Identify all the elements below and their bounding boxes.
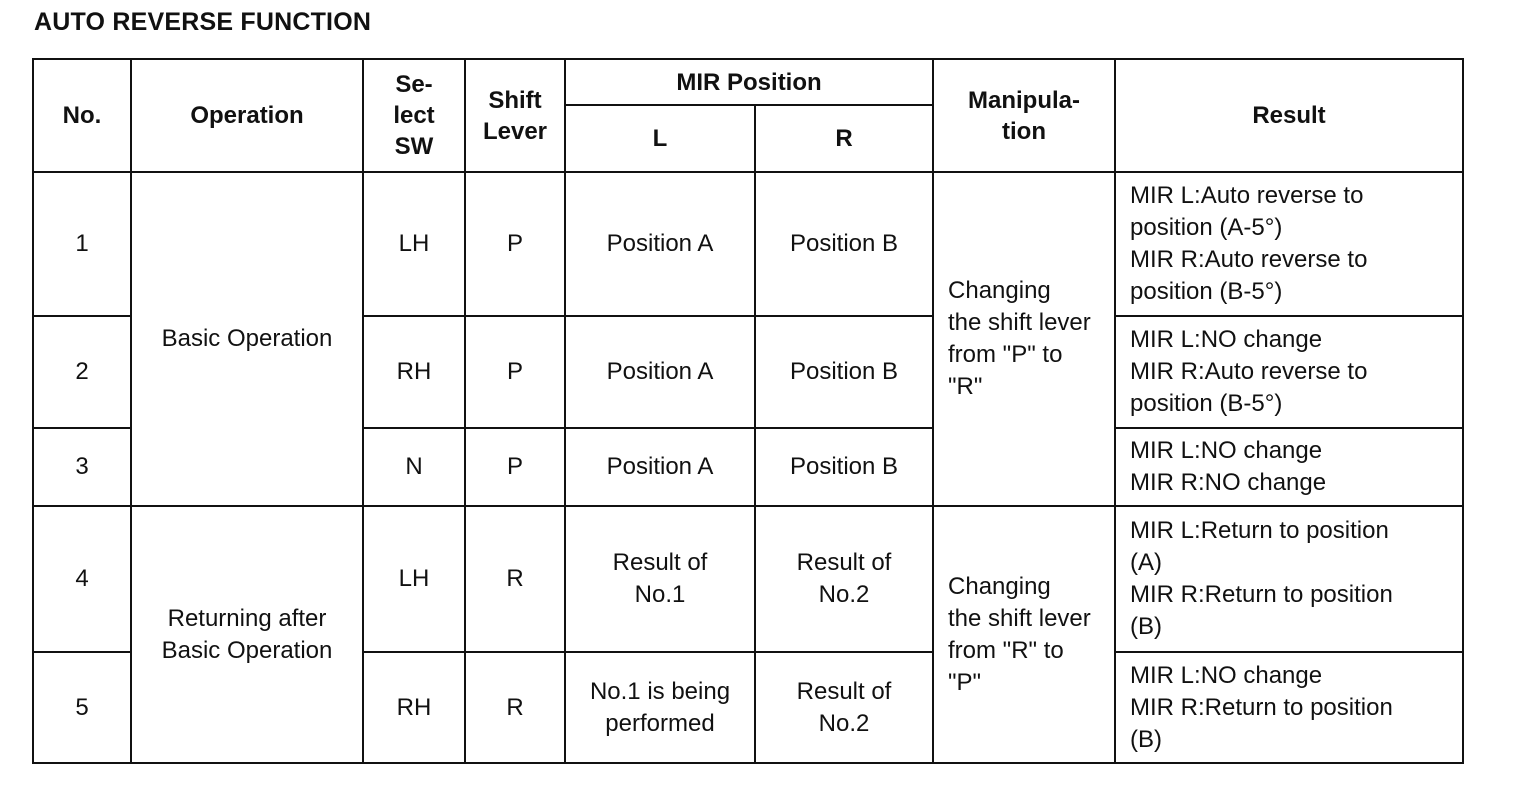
row-shift-lever: P — [465, 428, 565, 506]
row-shift-lever: R — [465, 652, 565, 763]
row-mir-r: Position B — [755, 172, 933, 316]
row-mir-l: Position A — [565, 316, 755, 428]
page-title: AUTO REVERSE FUNCTION — [34, 8, 372, 36]
row-select-sw: N — [363, 428, 465, 506]
row-mir-r: Result of No.2 — [755, 652, 933, 763]
row-shift-lever: R — [465, 506, 565, 652]
group-manipulation: Changing the shift lever from "P" to "R" — [933, 172, 1115, 506]
row-select-sw: RH — [363, 652, 465, 763]
header-mir-r: R — [755, 105, 933, 172]
header-shift-lever: Shift Lever — [465, 59, 565, 172]
row-select-sw: LH — [363, 506, 465, 652]
row-result: MIR L:NO change MIR R:Auto reverse to position (B-5°) — [1115, 316, 1463, 428]
row-mir-r: Position B — [755, 428, 933, 506]
auto-reverse-function-table — [32, 58, 1464, 764]
header-select-sw: Se- lect SW — [363, 59, 465, 172]
table-row — [33, 172, 1463, 316]
header-no: No. — [33, 59, 131, 172]
header-result: Result — [1115, 59, 1463, 172]
row-result: MIR L:Auto reverse to position (A-5°) MIR R:Auto reverse to position (B-5°) — [1115, 172, 1463, 316]
row-mir-l: No.1 is being performed — [565, 652, 755, 763]
row-shift-lever: P — [465, 172, 565, 316]
header-operation: Operation — [131, 59, 363, 172]
row-mir-l: Position A — [565, 172, 755, 316]
row-result: MIR L:NO change MIR R:NO change — [1115, 428, 1463, 506]
row-select-sw: LH — [363, 172, 465, 316]
row-shift-lever: P — [465, 316, 565, 428]
row-result: MIR L:Return to position (A) MIR R:Return to position (B) — [1115, 506, 1463, 652]
row-result: MIR L:NO change MIR R:Return to position (B) — [1115, 652, 1463, 763]
header-manipulation: Manipula- tion — [933, 59, 1115, 172]
row-no: 2 — [33, 316, 131, 428]
row-no: 5 — [33, 652, 131, 763]
group-operation: Basic Operation — [131, 172, 363, 506]
row-mir-r: Position B — [755, 316, 933, 428]
row-mir-l: Position A — [565, 428, 755, 506]
header-mir-l: L — [565, 105, 755, 172]
group-manipulation: Changing the shift lever from "R" to "P" — [933, 506, 1115, 763]
row-mir-l: Result of No.1 — [565, 506, 755, 652]
row-no: 3 — [33, 428, 131, 506]
row-select-sw: RH — [363, 316, 465, 428]
header-mir-position: MIR Position — [565, 59, 933, 105]
row-no: 4 — [33, 506, 131, 652]
row-mir-r: Result of No.2 — [755, 506, 933, 652]
table-row — [33, 506, 1463, 652]
header-row-1 — [33, 59, 1463, 105]
group-operation: Returning after Basic Operation — [131, 506, 363, 763]
row-no: 1 — [33, 172, 131, 316]
